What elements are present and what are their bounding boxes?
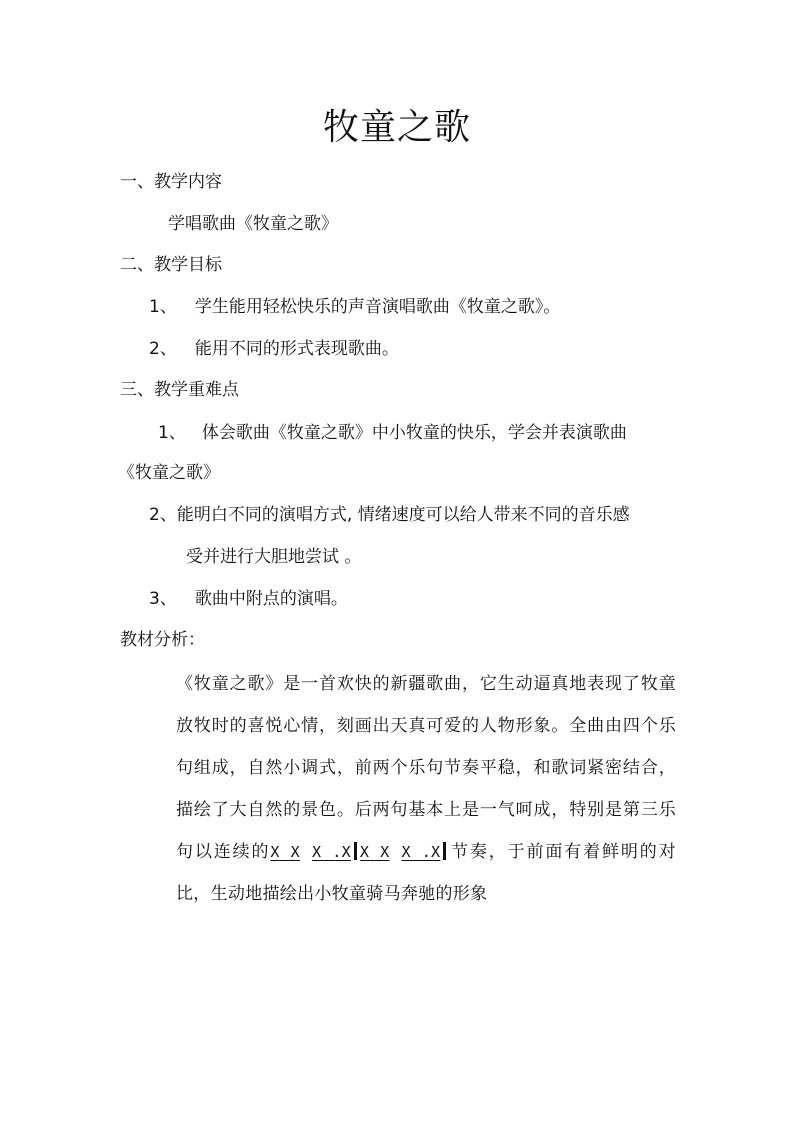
section-heading-content: 一、教学内容 — [120, 172, 222, 192]
bar-line — [443, 842, 446, 860]
analysis-paragraph — [176, 663, 676, 915]
keypoint-item-3-number: 3、 — [149, 589, 177, 609]
section-heading-analysis: 教材分析： — [120, 630, 205, 650]
page-title: 牧童之歌 — [322, 107, 471, 148]
keypoint-item-1-line1: 体会歌曲《牧童之歌》中小牧童的快乐，学会并表演歌曲 — [201, 423, 627, 443]
goal-item-2 — [149, 337, 399, 361]
goal-item-1 — [149, 295, 560, 319]
goal-item-1-text: 学生能用轻松快乐的声音演唱歌曲《牧童之歌》。 — [194, 297, 561, 317]
goal-item-1-number: 1、 — [149, 297, 177, 317]
keypoint-item-3-text: 歌曲中附点的演唱。 — [194, 589, 348, 609]
rhythm-group-2: X .X — [312, 843, 351, 861]
keypoint-item-2-line2: 受并进行大胆地尝试 。 — [186, 547, 362, 567]
goal-item-2-number: 2、 — [149, 339, 177, 359]
rhythm-group-1: X X — [270, 843, 300, 861]
bar-line — [354, 842, 357, 860]
analysis-text-before: 《牧童之歌》是一首欢快的新疆歌曲，它生动逼真地表现了牧童放牧时的喜悦心情，刻画出天真可爱的人物形象。全曲由四个乐句组成，自然小调式，前两个乐句节奏平稳，和歌词紧密结合，描绘了大自然的景色。后两句基本上是一气呵成，特别是第三乐句以连续的 — [176, 674, 676, 862]
keypoint-item-1 — [158, 421, 627, 445]
keypoint-item-2-line1: 2、能明白不同的演唱方式, 情绪速度可以给人带来不同的音乐感 — [149, 505, 630, 525]
keypoint-item-3 — [149, 587, 348, 611]
section-heading-goals: 二、教学目标 — [120, 255, 222, 275]
content-text: 学唱歌曲《牧童之歌》 — [168, 214, 338, 234]
rhythm-group-4: X .X — [401, 843, 441, 861]
goal-item-2-text: 能用不同的形式表现歌曲。 — [194, 339, 399, 359]
section-heading-keypoints: 三、教学重难点 — [120, 380, 239, 400]
analysis-text-after: 节奏，于前面有着鲜明的对比，生动地描绘出小牧童骑马奔驰的形象 — [176, 842, 676, 904]
keypoint-item-1-line2: 《牧童之歌》 — [118, 463, 220, 483]
keypoint-item-1-number: 1、 — [158, 423, 186, 443]
rhythm-notation — [270, 843, 449, 861]
rhythm-group-3: X X — [359, 843, 390, 861]
